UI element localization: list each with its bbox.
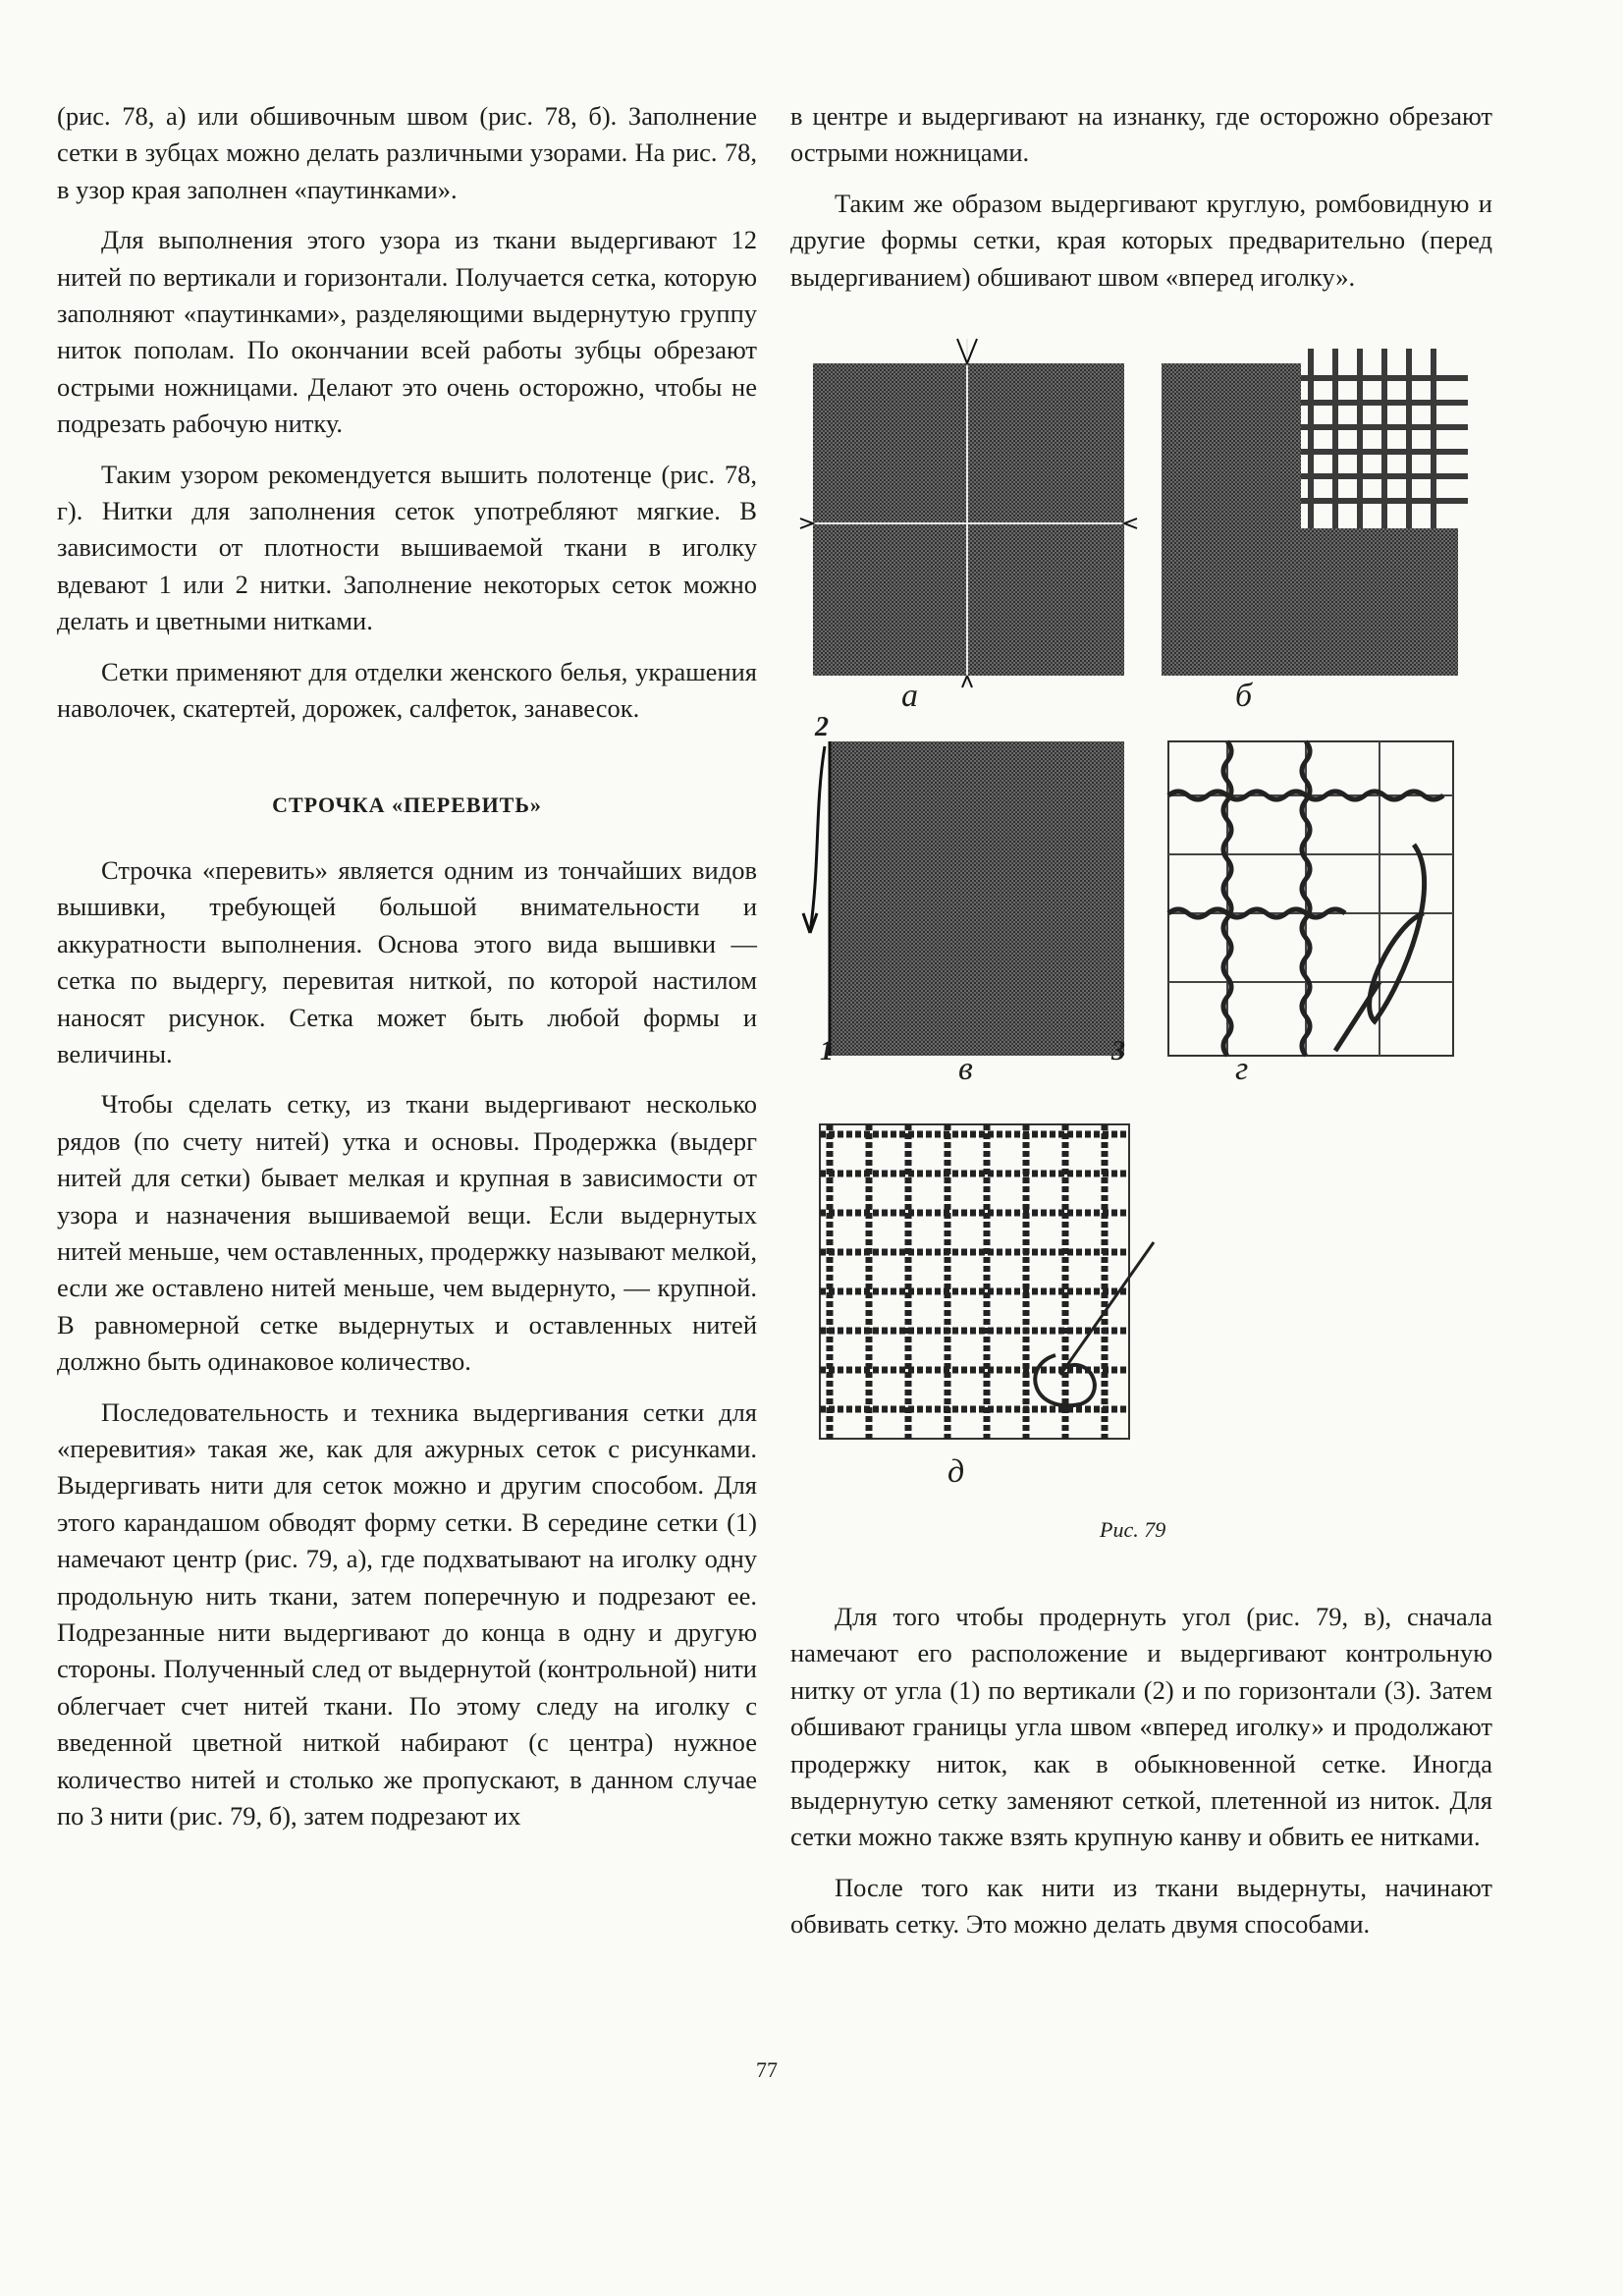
corner-number-2: 2	[815, 712, 829, 742]
label-b: б	[1235, 678, 1253, 714]
paragraph: Последовательность и техника выдергивания сетки для «перевития» такая же, как для ажурных сеток с рисунками. Выдергивать нити для сеток можно и другим способом. Для этого карандашом обводят форму сетки. В середине сетки (1) намечают центр (рис. 79, а), где подхватывают на иголку одну продольную нить ткани, затем поперечную и подрезают ее. Подрезанные нити выдергивают до конца в одну и другую стороны. Полученный след от выдернутой (контрольной) нити облегчает счет нитей ткани. По этому следу на иголку с введенной цветной ниткой набирают (с центра) нужное количество нитей и столько же пропускают, в данном случае по 3 нити (рис. 79, б), затем подрезают их	[57, 1396, 757, 1831]
corner-number-1: 1	[820, 1036, 834, 1066]
paragraph: Для выполнения этого узора из ткани выдергивают 12 нитей по вертикали и горизонтали. Получается сетка, которую заполняют «паутинками», разделяющими выдернутую группу ниток пополам. По окончании всей работы зубцы обрезают острыми ножницами. Делают это очень осторожно, чтобы не подрезать рабочую нитку.	[57, 225, 757, 439]
figure-caption: Рис. 79	[1100, 1517, 1166, 1542]
paragraph: (рис. 78, а) или обшивочным швом (рис. 78, б). Заполнение сетки в зубцах можно делать различными узорами. На рис. 78, в узор края заполнен «паутинками».	[57, 101, 757, 204]
paragraph: Сетки применяют для отделки женского белья, украшения наволочек, скатертей, дорожек, салфеток, занавесок.	[57, 656, 757, 724]
panel-g-drawing	[1168, 741, 1453, 1056]
panel-b-drawing	[1162, 349, 1468, 676]
page-number: 77	[756, 2057, 778, 2082]
panel-v-drawing	[803, 741, 1124, 1056]
right-column-bottom	[790, 1599, 1492, 1957]
label-d: д	[947, 1453, 965, 1490]
section-heading: СТРОЧКА «ПЕРЕВИТЬ»	[272, 792, 542, 817]
label-g: г	[1235, 1051, 1249, 1087]
label-a: а	[901, 678, 918, 714]
panel-a-drawing	[800, 339, 1137, 687]
paragraph: Строчка «перевить» является одним из тончайших видов вышивки, требующей большой внимательности и аккуратности выполнения. Основа этого вида вышивки — сетка по выдергу, перевитая ниткой, по которой настилом наносят рисунок. Сетка может быть любой формы и величины.	[57, 854, 757, 1068]
paragraph: Таким же образом выдергивают круглую, ромбовидную и другие формы сетки, края которых предварительно (перед выдергиванием) обшивают швом «вперед иголку».	[790, 188, 1492, 292]
paragraph: Таким узором рекомендуется вышить полотенце (рис. 78, г). Нитки для заполнения сеток употребляют мягкие. В зависимости от плотности вышиваемой ткани в иголку вдевают 1 или 2 нитки. Заполнение некоторых сеток можно делать и цветными нитками.	[57, 459, 757, 636]
paragraph: После того как нити из ткани выдернуты, начинают обвивать сетку. Это можно делать двумя способами.	[790, 1872, 1492, 1940]
label-v: в	[958, 1051, 973, 1087]
paragraph: Чтобы сделать сетку, из ткани выдергивают несколько рядов (по счету нитей) утка и основы. Продержка (выдерг нитей для сетки) бывает мелкая и крупная в зависимости от узора и назначения вышиваемой вещи. Если выдернутых нитей меньше, чем оставленных, продержку называют мелкой, если же оставлено нитей меньше, чем выдернуто, — крупной. В равномерной сетке выдернутых и оставленных нитей должно быть одинаковое количество.	[57, 1089, 757, 1377]
paragraph: в центре и выдергивают на изнанку, где осторожно обрезают острыми ножницами.	[790, 101, 1492, 168]
panel-d-drawing	[820, 1124, 1154, 1439]
paragraph: Для того чтобы продернуть угол (рис. 79, в), сначала намечают его расположение и выдергивают контрольную нитку от угла (1) по вертикали (2) и по горизонтали (3). Затем обшивают границы угла швом «вперед иголку» и продолжают продержку ниток, как в обыкновенной сетке. Иногда выдернутую сетку заменяют сеткой, плетенной из ниток. Для сетки можно также взять крупную канву и обвить ее нитками.	[790, 1602, 1492, 1852]
corner-number-3: 3	[1111, 1036, 1125, 1066]
